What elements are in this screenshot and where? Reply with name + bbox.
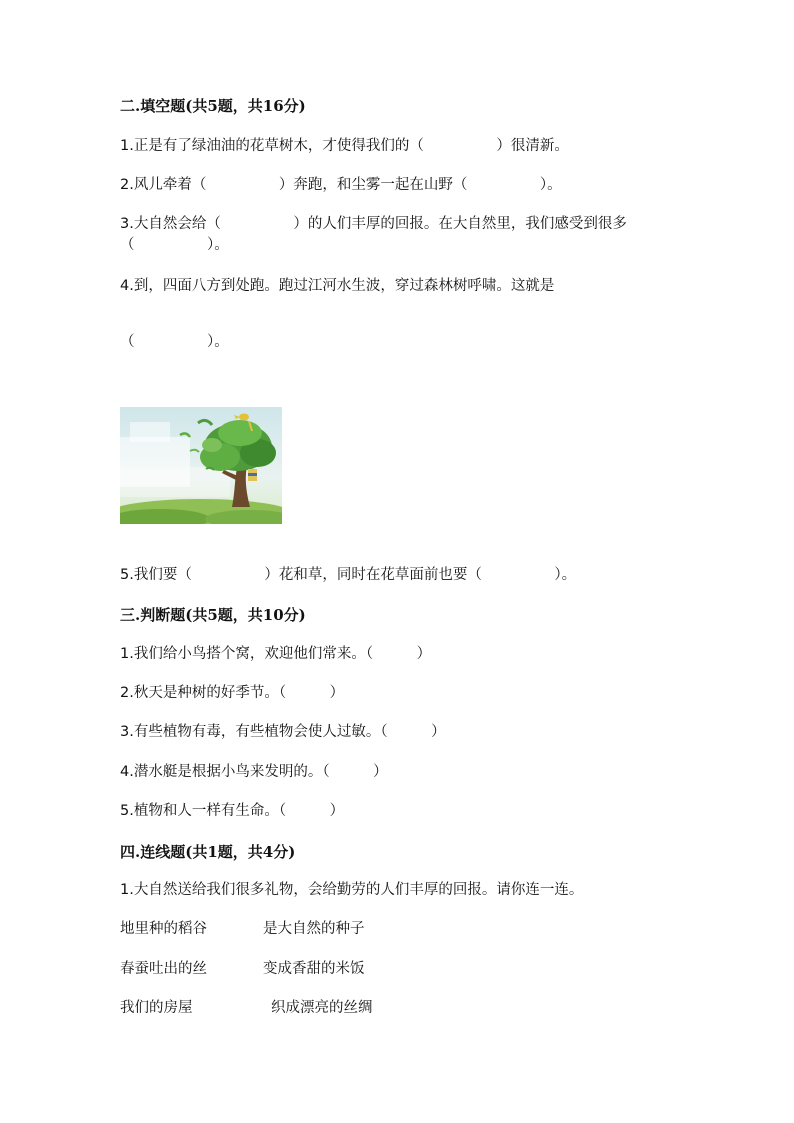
match-left-item: 春蚕吐出的丝: [120, 961, 207, 977]
match-question-1: 1.大自然送给我们很多礼物，会给勤劳的人们丰厚的回报。请你连一连。: [120, 882, 584, 898]
match-right-item: 是大自然的种子: [263, 921, 365, 937]
fill-question-5: 5.我们要（ ）花和草，同时在花草面前也要（ ）。: [120, 567, 577, 583]
fill-question-3-line1: 3.大自然会给（ ）的人们丰厚的回报。在大自然里，我们感受到很多: [120, 216, 627, 232]
judge-question-3: 3.有些植物有毒，有些植物会使人过敏。（ ）: [120, 724, 446, 740]
judge-question-2: 2.秋天是种树的好季节。（ ）: [120, 685, 345, 701]
match-left-item: 地里种的稻谷: [120, 921, 207, 937]
match-left-item: 我们的房屋: [120, 1000, 193, 1016]
fill-question-4-line1: 4.到，四面八方到处跑。跑过江河水生波，穿过森林树呼啸。这就是: [120, 278, 555, 294]
match-right-item: 变成香甜的米饭: [263, 961, 365, 977]
judge-question-5: 5.植物和人一样有生命。（ ）: [120, 803, 345, 819]
judge-question-1: 1.我们给小鸟搭个窝，欢迎他们常来。（ ）: [120, 646, 432, 662]
fill-question-4-line2: （ ）。: [120, 334, 229, 350]
match-right-item: 织成漂亮的丝绸: [271, 1000, 373, 1016]
section2-title: 二.填空题(共5题，共16分): [120, 97, 306, 115]
tree-illustration: [120, 407, 282, 524]
fill-question-3-line2: （ ）。: [120, 237, 229, 253]
section4-title: 四.连线题(共1题，共4分): [120, 843, 296, 861]
fill-question-1: 1.正是有了绿油油的花草树木，才使得我们的（ ）很清新。: [120, 138, 569, 154]
fill-question-2: 2.风儿牵着（ ）奔跑，和尘雾一起在山野（ ）。: [120, 177, 562, 193]
section3-title: 三.判断题(共5题，共10分): [120, 606, 306, 624]
judge-question-4: 4.潜水艇是根据小鸟来发明的。（ ）: [120, 764, 388, 780]
